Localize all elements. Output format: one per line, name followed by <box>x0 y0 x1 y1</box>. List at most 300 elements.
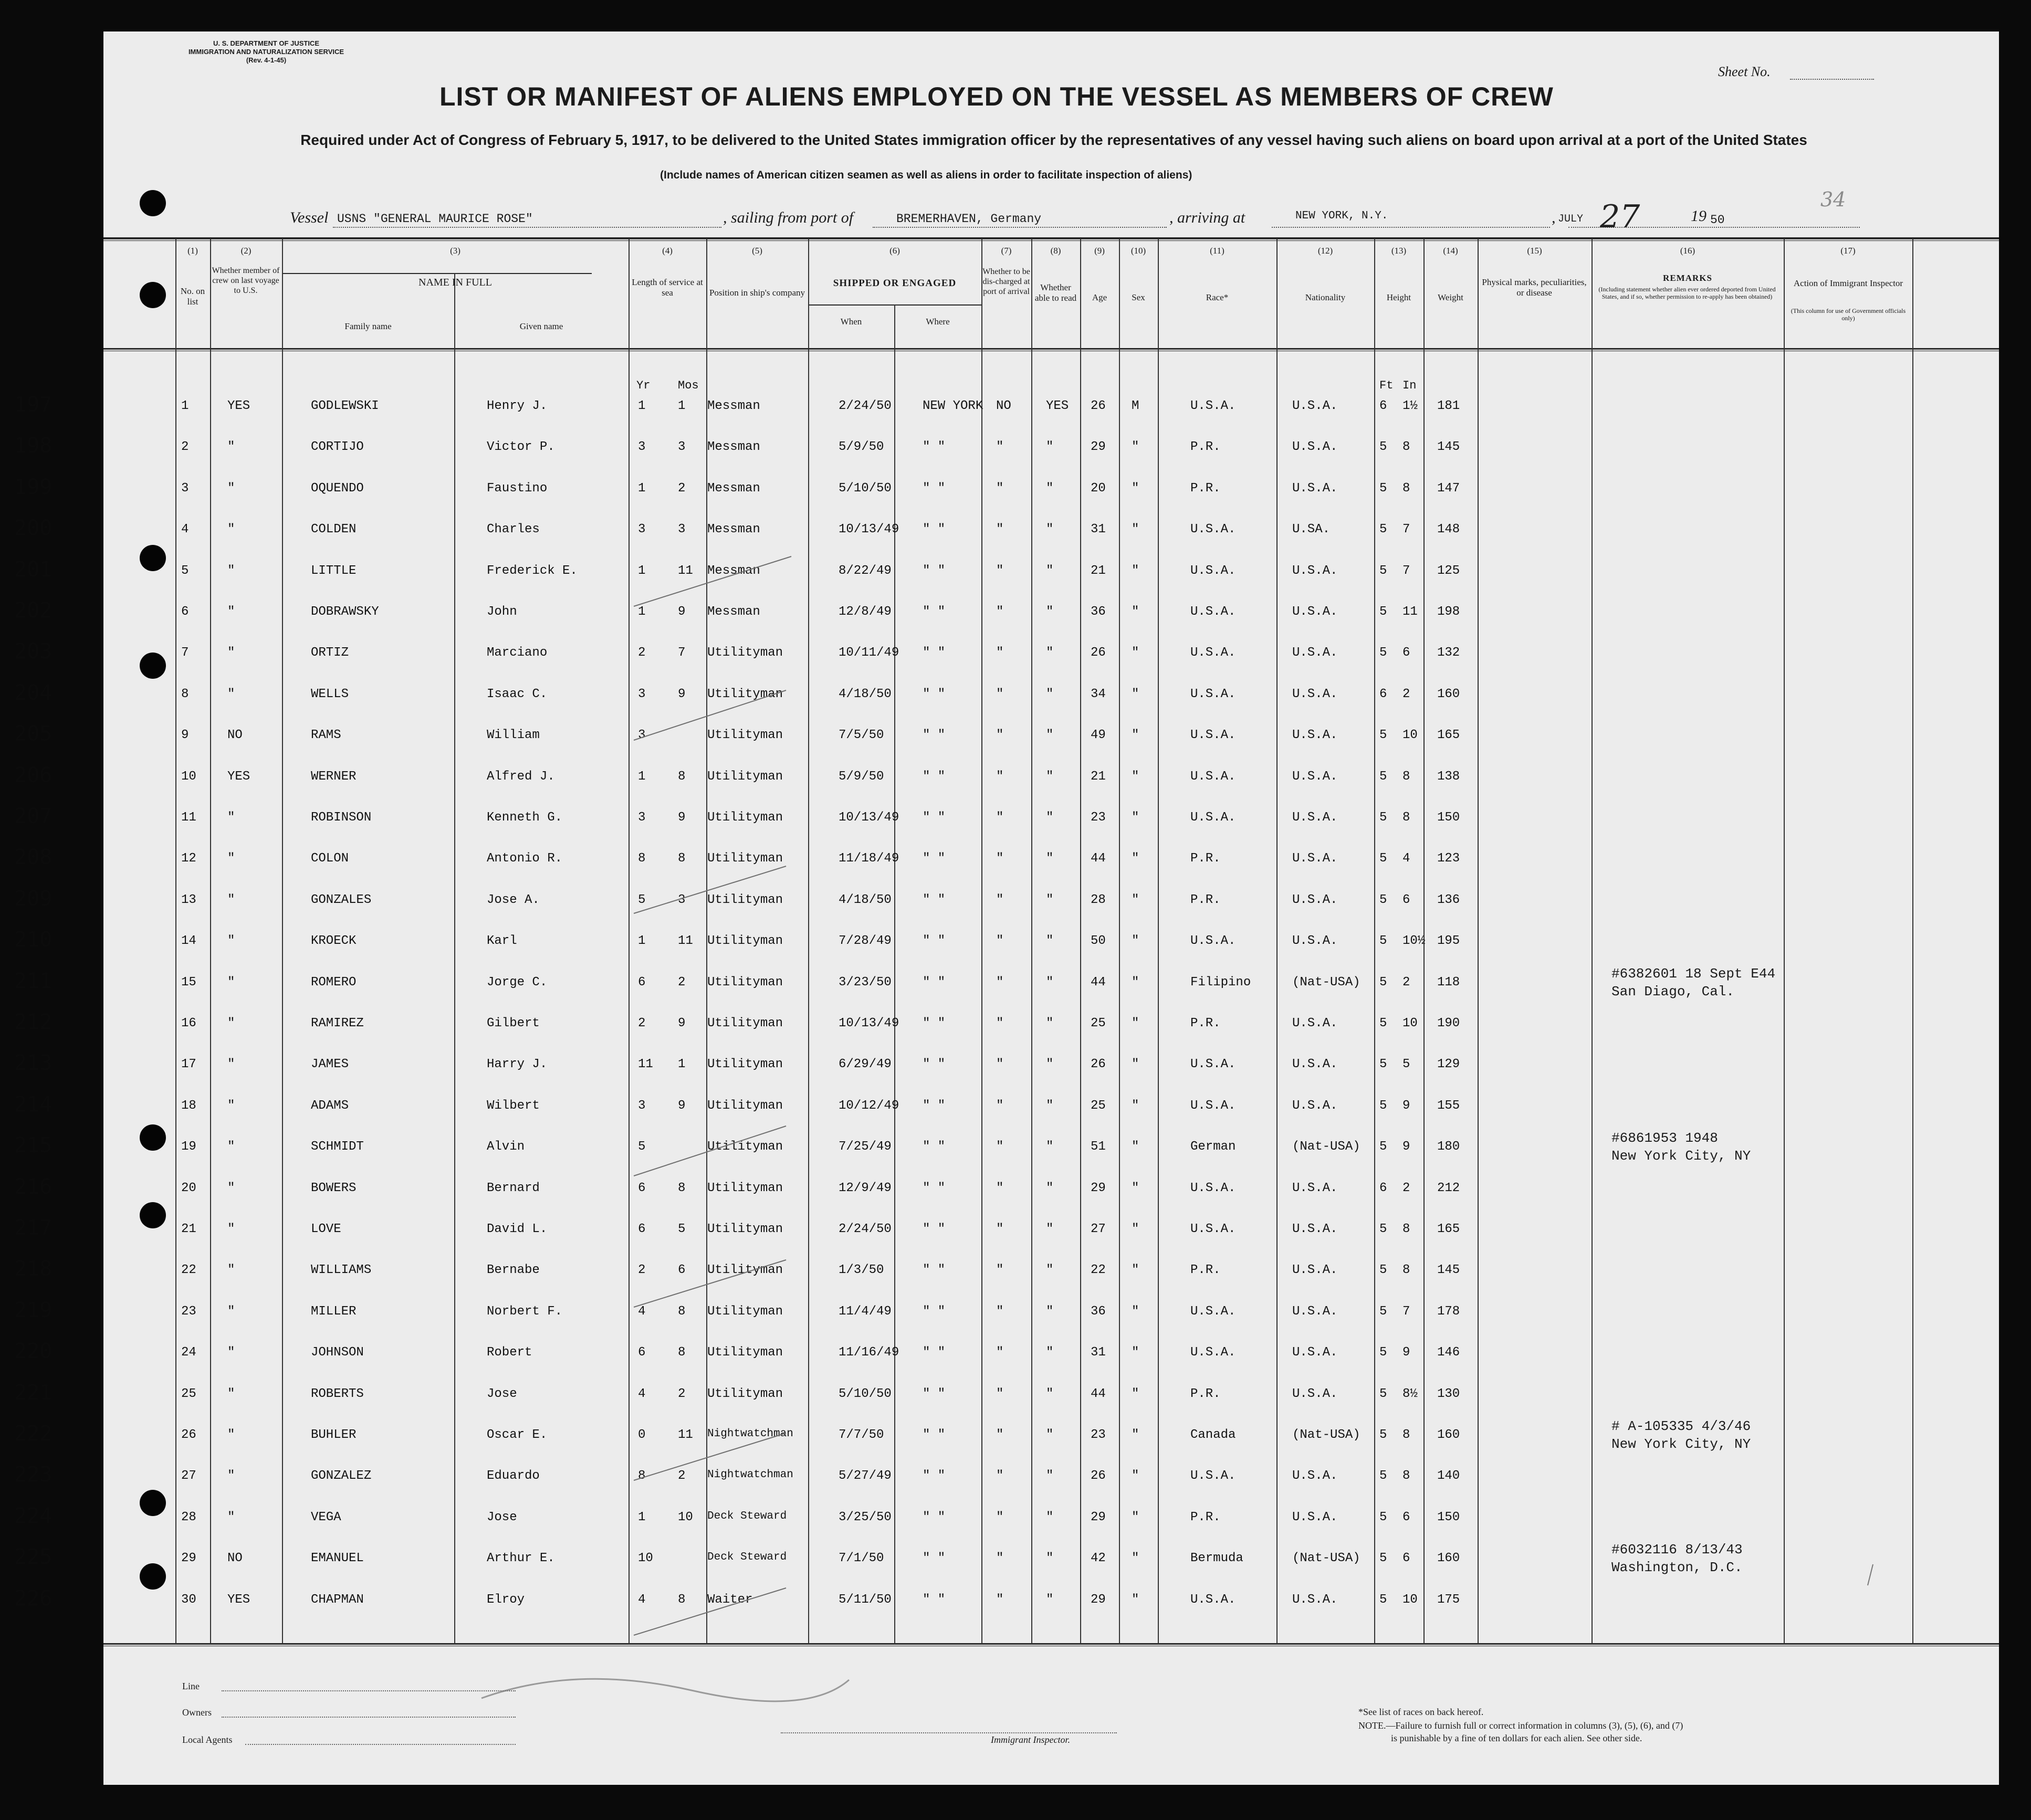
prior-voyage-cell: " <box>227 440 235 454</box>
prior-voyage-cell: YES <box>227 399 250 413</box>
sex-cell: " <box>1132 1469 1139 1483</box>
service-months-cell: 8 <box>678 1181 686 1195</box>
page-title: LIST OR MANIFEST OF ALIENS EMPLOYED ON THE VESSEL AS MEMBERS OF CREW <box>439 82 1554 111</box>
nationality-cell: (Nat-USA) <box>1292 975 1360 990</box>
engaged-when-cell: 5/10/50 <box>839 481 892 496</box>
sex-cell: " <box>1132 481 1139 496</box>
header-no-on-list: No. on list <box>180 286 205 307</box>
stamped-list-number: 212 <box>14 1010 53 1034</box>
height-inches-cell: 8 <box>1402 1222 1410 1236</box>
nationality-cell: U.S.A. <box>1292 1099 1338 1113</box>
prior-voyage-cell: " <box>227 605 235 619</box>
race-cell: U.S.A. <box>1190 811 1236 825</box>
col-number: (16) <box>1680 246 1695 256</box>
discharged-cell: " <box>996 1016 1004 1030</box>
height-feet-cell: 5 <box>1379 1510 1387 1524</box>
sex-cell: " <box>1132 646 1139 660</box>
engaged-where-cell: " " <box>923 851 946 866</box>
remark-line: #6382601 18 Sept E44 <box>1611 966 1776 982</box>
sex-cell: " <box>1132 934 1139 948</box>
engaged-where-cell: " " <box>923 1304 946 1319</box>
sex-cell: " <box>1132 605 1139 619</box>
age-cell: 44 <box>1091 1387 1106 1401</box>
service-years-cell: 1 <box>638 605 646 619</box>
weight-cell: 125 <box>1437 564 1460 578</box>
list-number-cell: 16 <box>181 1016 196 1030</box>
list-number-cell: 30 <box>181 1593 196 1607</box>
given-name-cell: Harry J. <box>487 1057 548 1071</box>
agency-line-3: (Rev. 4-1-45) <box>246 56 287 64</box>
given-name-cell: Henry J. <box>487 399 548 413</box>
discharged-cell: " <box>996 728 1004 742</box>
height-inches-cell: 8 <box>1402 481 1410 496</box>
prior-voyage-cell: " <box>227 1181 235 1195</box>
punch-hole <box>140 282 166 308</box>
discharged-cell: " <box>996 605 1004 619</box>
header-where: Where <box>926 317 950 327</box>
nationality-cell: U.S.A. <box>1292 851 1338 866</box>
prior-voyage-cell: " <box>227 851 235 866</box>
service-months-cell: 1 <box>678 399 686 413</box>
age-cell: 36 <box>1091 1304 1106 1319</box>
nationality-cell: U.S.A. <box>1292 1016 1338 1030</box>
height-feet-cell: 5 <box>1379 605 1387 619</box>
position-cell: Messman <box>707 605 760 619</box>
able-read-cell: " <box>1046 522 1054 536</box>
age-cell: 29 <box>1091 440 1106 454</box>
weight-cell: 150 <box>1437 1510 1460 1524</box>
race-cell: U.S.A. <box>1190 399 1236 413</box>
age-cell: 23 <box>1091 811 1106 825</box>
height-feet-cell: 5 <box>1379 1099 1387 1113</box>
height-inches-cell: 10 <box>1402 728 1418 742</box>
stamped-list-number: 199 <box>14 475 53 499</box>
race-cell: U.S.A. <box>1190 1593 1236 1607</box>
given-name-cell: Frederick E. <box>487 564 578 578</box>
remark-line: #6861953 1948 <box>1611 1130 1718 1146</box>
service-months-cell: 8 <box>678 851 686 866</box>
given-name-cell: Eduardo <box>487 1469 540 1483</box>
race-cell: U.S.A. <box>1190 1181 1236 1195</box>
height-feet-cell: 5 <box>1379 1304 1387 1319</box>
header-physical: Physical marks, peculiarities, or disease <box>1482 277 1587 298</box>
engaged-when-cell: 4/18/50 <box>839 893 892 907</box>
service-years-cell: 11 <box>638 1057 653 1071</box>
engaged-when-cell: 10/13/49 <box>839 1016 899 1030</box>
race-cell: U.S.A. <box>1190 1345 1236 1360</box>
position-cell: Nightwatchman <box>707 1428 793 1440</box>
stamped-list-number: 197 <box>14 393 53 417</box>
discharged-cell: " <box>996 440 1004 454</box>
stamped-list-number: 218 <box>14 1257 53 1281</box>
header-able-read: Whether able to read <box>1034 282 1077 303</box>
list-number-cell: 17 <box>181 1057 196 1071</box>
engaged-where-cell: " " <box>923 1428 946 1442</box>
given-name-cell: Faustino <box>487 481 548 496</box>
able-read-cell: " <box>1046 1428 1054 1442</box>
prior-voyage-cell: " <box>227 481 235 496</box>
height-inches-cell: 10 <box>1402 1593 1418 1607</box>
engaged-when-cell: 11/18/49 <box>839 851 899 866</box>
prior-voyage-cell: " <box>227 522 235 536</box>
able-read-cell: " <box>1046 975 1054 990</box>
weight-cell: 198 <box>1437 605 1460 619</box>
engaged-when-cell: 5/11/50 <box>839 1593 892 1607</box>
nationality-cell: U.S.A. <box>1292 1057 1338 1071</box>
stamped-list-number: 203 <box>14 639 53 664</box>
family-name-cell: SCHMIDT <box>311 1140 364 1154</box>
age-cell: 26 <box>1091 399 1106 413</box>
given-name-cell: Bernabe <box>487 1263 540 1277</box>
discharged-cell: " <box>996 1551 1004 1565</box>
height-feet-cell: 5 <box>1379 440 1387 454</box>
stamped-list-number: 226 <box>14 1586 53 1611</box>
service-months-cell: 11 <box>678 1428 693 1442</box>
discharged-cell: " <box>996 1428 1004 1442</box>
height-feet-cell: 5 <box>1379 1469 1387 1483</box>
family-name-cell: ROBINSON <box>311 811 372 825</box>
stamped-list-number: 211 <box>14 969 53 993</box>
engaged-where-cell: " " <box>923 605 946 619</box>
able-read-cell: YES <box>1046 399 1069 413</box>
weight-cell: 178 <box>1437 1304 1460 1319</box>
list-number-cell: 29 <box>181 1551 196 1565</box>
stamped-list-number: 206 <box>14 763 53 787</box>
age-cell: 51 <box>1091 1140 1106 1154</box>
prior-voyage-cell: " <box>227 975 235 990</box>
nationality-cell: (Nat-USA) <box>1292 1551 1360 1565</box>
service-months-cell: 3 <box>678 522 686 536</box>
given-name-cell: Jose <box>487 1387 517 1401</box>
race-cell: U.S.A. <box>1190 605 1236 619</box>
engaged-where-cell: " " <box>923 522 946 536</box>
able-read-cell: " <box>1046 687 1054 701</box>
service-years-cell: 2 <box>638 1016 646 1030</box>
footer-agents-rule <box>245 1744 516 1745</box>
list-number-cell: 18 <box>181 1099 196 1113</box>
given-name-cell: Robert <box>487 1345 532 1360</box>
family-name-cell: WILLIAMS <box>311 1263 372 1277</box>
height-inches-cell: 8 <box>1402 440 1410 454</box>
height-feet-cell: 5 <box>1379 1263 1387 1277</box>
height-inches-cell: 5 <box>1402 1057 1410 1071</box>
given-name-cell: William <box>487 728 540 742</box>
engaged-when-cell: 3/25/50 <box>839 1510 892 1524</box>
able-read-cell: " <box>1046 1469 1054 1483</box>
col-number: (12) <box>1317 246 1333 256</box>
able-read-cell: " <box>1046 1304 1054 1319</box>
service-years-cell: 1 <box>638 399 646 413</box>
stamped-list-number: 225 <box>14 1545 53 1569</box>
family-name-cell: EMANUEL <box>311 1551 364 1565</box>
footer-line-rule <box>222 1690 516 1691</box>
footer-line-label: Line <box>182 1681 200 1691</box>
service-years-cell: 3 <box>638 728 646 742</box>
sex-cell: " <box>1132 1140 1139 1154</box>
header-weight: Weight <box>1438 292 1463 302</box>
family-name-cell: WERNER <box>311 770 357 784</box>
footer-owners-label: Owners <box>182 1707 212 1718</box>
able-read-cell: " <box>1046 934 1054 948</box>
age-cell: 49 <box>1091 728 1106 742</box>
sex-cell: " <box>1132 687 1139 701</box>
service-years-cell: 1 <box>638 481 646 496</box>
engaged-when-cell: 1/3/50 <box>839 1263 884 1277</box>
given-name-cell: Marciano <box>487 646 548 660</box>
given-name-cell: Alvin <box>487 1140 525 1154</box>
position-cell: Utilityman <box>707 728 783 742</box>
given-name-cell: John <box>487 605 517 619</box>
race-cell: P.R. <box>1190 440 1221 454</box>
sex-cell: " <box>1132 811 1139 825</box>
race-cell: U.S.A. <box>1190 1469 1236 1483</box>
able-read-cell: " <box>1046 1387 1054 1401</box>
requirement-text: Required under Act of Congress of February 5, 1917, to be delivered to the United States immigration officer by the representatives of any vessel having such aliens on board upon arrival at a port of the United States <box>300 132 1807 148</box>
service-months-cell: 9 <box>678 605 686 619</box>
col-number: (8) <box>1050 246 1061 256</box>
col-number: (1) <box>187 246 198 256</box>
stamped-list-number: 223 <box>14 1463 53 1487</box>
header-given-name: Given name <box>519 321 563 331</box>
position-cell: Utilityman <box>707 1263 783 1277</box>
weight-cell: 175 <box>1437 1593 1460 1607</box>
discharged-cell: " <box>996 481 1004 496</box>
engaged-when-cell: 6/29/49 <box>839 1057 892 1071</box>
family-name-cell: CHAPMAN <box>311 1593 364 1607</box>
discharged-cell: " <box>996 687 1004 701</box>
service-years-cell: 1 <box>638 1510 646 1524</box>
list-number-cell: 3 <box>181 481 189 496</box>
sex-cell: " <box>1132 893 1139 907</box>
unit-ft: Ft <box>1379 379 1394 392</box>
race-cell: U.S.A. <box>1190 728 1236 742</box>
header-remarks-note: (Including statement whether alien ever ordered deported from United States, and if so, whether permission to re-apply has been obtained) <box>1598 286 1776 300</box>
year-suffix: 50 <box>1710 213 1725 227</box>
year-prefix: 19 <box>1691 207 1707 225</box>
list-number-cell: 20 <box>181 1181 196 1195</box>
given-name-cell: Isaac C. <box>487 687 548 701</box>
family-name-cell: ORTIZ <box>311 646 349 660</box>
height-feet-cell: 5 <box>1379 1593 1387 1607</box>
sheet-number-label: Sheet No. <box>1718 64 1771 79</box>
prior-voyage-cell: " <box>227 1263 235 1277</box>
position-cell: Messman <box>707 440 760 454</box>
engaged-when-cell: 4/18/50 <box>839 687 892 701</box>
stamped-list-number: 219 <box>14 1298 53 1322</box>
engaged-when-cell: 7/5/50 <box>839 728 884 742</box>
prior-voyage-cell: " <box>227 1469 235 1483</box>
race-cell: German <box>1190 1140 1236 1154</box>
penalty-note-2: is punishable by a fine of ten dollars for each alien. See other side. <box>1391 1733 1642 1743</box>
service-months-cell: 3 <box>678 440 686 454</box>
engaged-where-cell: " " <box>923 1387 946 1401</box>
height-feet-cell: 5 <box>1379 728 1387 742</box>
position-cell: Utilityman <box>707 934 783 948</box>
nationality-cell: U.S.A. <box>1292 399 1338 413</box>
position-cell: Utilityman <box>707 851 783 866</box>
given-name-cell: Kenneth G. <box>487 811 563 825</box>
race-cell: P.R. <box>1190 1263 1221 1277</box>
stamped-list-number: 217 <box>14 1216 53 1240</box>
col-number: (15) <box>1527 246 1542 256</box>
remark-line: New York City, NY <box>1611 1436 1751 1452</box>
discharged-cell: " <box>996 1099 1004 1113</box>
list-number-cell: 2 <box>181 440 189 454</box>
sex-cell: " <box>1132 1345 1139 1360</box>
discharged-cell: " <box>996 1057 1004 1071</box>
age-cell: 27 <box>1091 1222 1106 1236</box>
nationality-cell: U.S.A. <box>1292 811 1338 825</box>
height-feet-cell: 5 <box>1379 770 1387 784</box>
service-months-cell: 8 <box>678 1304 686 1319</box>
height-feet-cell: 6 <box>1379 687 1387 701</box>
remark-line: Washington, D.C. <box>1611 1560 1743 1575</box>
nationality-cell: U.S.A. <box>1292 564 1338 578</box>
engaged-where-cell: " " <box>923 564 946 578</box>
engaged-where-cell: " " <box>923 1016 946 1030</box>
discharged-cell: " <box>996 934 1004 948</box>
height-inches-cell: 9 <box>1402 1345 1410 1360</box>
sex-cell: " <box>1132 975 1139 990</box>
service-months-cell: 2 <box>678 975 686 990</box>
given-name-cell: Jose A. <box>487 893 540 907</box>
nationality-cell: U.S.A. <box>1292 1263 1338 1277</box>
engaged-when-cell: 2/24/50 <box>839 399 892 413</box>
age-cell: 29 <box>1091 1181 1106 1195</box>
departure-port: BREMERHAVEN, Germany <box>896 212 1042 226</box>
height-feet-cell: 5 <box>1379 1057 1387 1071</box>
service-years-cell: 0 <box>638 1428 646 1442</box>
weight-cell: 147 <box>1437 481 1460 496</box>
service-years-cell: 2 <box>638 1263 646 1277</box>
height-feet-cell: 5 <box>1379 522 1387 536</box>
family-name-cell: JAMES <box>311 1057 349 1071</box>
engaged-where-cell: " " <box>923 1140 946 1154</box>
service-years-cell: 4 <box>638 1387 646 1401</box>
weight-cell: 148 <box>1437 522 1460 536</box>
list-number-cell: 13 <box>181 893 196 907</box>
able-read-cell: " <box>1046 1593 1054 1607</box>
weight-cell: 138 <box>1437 770 1460 784</box>
position-cell: Deck Steward <box>707 1510 787 1522</box>
list-number-cell: 26 <box>181 1428 196 1442</box>
corner-page-number: 34 <box>1820 188 1846 211</box>
family-name-cell: COLDEN <box>311 522 357 536</box>
able-read-cell: " <box>1046 481 1054 496</box>
punch-hole <box>140 1202 166 1228</box>
height-inches-cell: 6 <box>1402 1510 1410 1524</box>
col-number: (5) <box>752 246 762 256</box>
header-when: When <box>840 317 862 327</box>
punch-hole <box>140 653 166 679</box>
height-feet-cell: 5 <box>1379 975 1387 990</box>
position-cell: Deck Steward <box>707 1551 787 1563</box>
prior-voyage-cell: " <box>227 1016 235 1030</box>
inspector-signature-line <box>781 1732 1117 1733</box>
stamped-list-number: 215 <box>14 1133 53 1158</box>
height-inches-cell: 6 <box>1402 646 1410 660</box>
service-years-cell: 6 <box>638 1222 646 1236</box>
height-inches-cell: 8½ <box>1402 1387 1418 1401</box>
weight-cell: 129 <box>1437 1057 1460 1071</box>
weight-cell: 132 <box>1437 646 1460 660</box>
stamped-list-number: 214 <box>14 1092 53 1117</box>
engaged-where-cell: " " <box>923 934 946 948</box>
sex-cell: " <box>1132 770 1139 784</box>
stamped-list-number: 210 <box>14 928 53 952</box>
race-cell: P.R. <box>1190 1510 1221 1524</box>
weight-cell: 123 <box>1437 851 1460 866</box>
col-number: (4) <box>662 246 673 256</box>
sex-cell: " <box>1132 1099 1139 1113</box>
age-cell: 36 <box>1091 605 1106 619</box>
nationality-cell: U.S.A. <box>1292 1304 1338 1319</box>
stamped-list-number: 220 <box>14 1339 53 1363</box>
race-cell: Canada <box>1190 1428 1236 1442</box>
engaged-where-cell: " " <box>923 481 946 496</box>
family-name-cell: GONZALES <box>311 893 372 907</box>
engaged-where-cell: " " <box>923 893 946 907</box>
service-months-cell: 6 <box>678 1263 686 1277</box>
height-inches-cell: 9 <box>1402 1099 1410 1113</box>
sex-cell: " <box>1132 1304 1139 1319</box>
family-name-cell: COLON <box>311 851 349 866</box>
weight-cell: 140 <box>1437 1469 1460 1483</box>
race-cell: U.S.A. <box>1190 1099 1236 1113</box>
discharged-cell: NO <box>996 399 1011 413</box>
col-number: (2) <box>240 246 252 256</box>
service-years-cell: 3 <box>638 1099 646 1113</box>
header-family-name: Family name <box>344 321 392 331</box>
list-number-cell: 4 <box>181 522 189 536</box>
prior-voyage-cell: NO <box>227 1551 243 1565</box>
remark-line: # A-105335 4/3/46 <box>1611 1418 1751 1434</box>
race-cell: U.S.A. <box>1190 1057 1236 1071</box>
family-name-cell: ADAMS <box>311 1099 349 1113</box>
punch-hole <box>140 190 166 216</box>
height-inches-cell: 2 <box>1402 1181 1410 1195</box>
age-cell: 31 <box>1091 522 1106 536</box>
include-note: (Include names of American citizen seamen as well as aliens in order to facilitate inspection of aliens) <box>660 169 1192 181</box>
date-month: JULY <box>1558 213 1584 225</box>
race-cell: P.R. <box>1190 851 1221 866</box>
prior-voyage-cell: " <box>227 1387 235 1401</box>
stamped-list-number: 201 <box>14 557 53 582</box>
engaged-when-cell: 10/13/49 <box>839 811 899 825</box>
able-read-cell: " <box>1046 1057 1054 1071</box>
weight-cell: 145 <box>1437 1263 1460 1277</box>
height-inches-cell: 7 <box>1402 522 1410 536</box>
position-cell: Utilityman <box>707 1181 783 1195</box>
sex-cell: " <box>1132 564 1139 578</box>
nationality-cell: U.S.A. <box>1292 605 1338 619</box>
able-read-cell: " <box>1046 1181 1054 1195</box>
able-read-cell: " <box>1046 770 1054 784</box>
nationality-cell: U.S.A. <box>1292 687 1338 701</box>
service-months-cell: 1 <box>678 1057 686 1071</box>
weight-cell: 190 <box>1437 1016 1460 1030</box>
able-read-cell: " <box>1046 605 1054 619</box>
age-cell: 23 <box>1091 1428 1106 1442</box>
engaged-when-cell: 7/25/49 <box>839 1140 892 1154</box>
race-cell: P.R. <box>1190 481 1221 496</box>
nationality-cell: U.S.A. <box>1292 770 1338 784</box>
position-cell: Messman <box>707 564 760 578</box>
family-name-cell: ROBERTS <box>311 1387 364 1401</box>
position-cell: Waiter <box>707 1593 753 1607</box>
height-feet-cell: 5 <box>1379 1016 1387 1030</box>
service-months-cell: 11 <box>678 564 693 578</box>
